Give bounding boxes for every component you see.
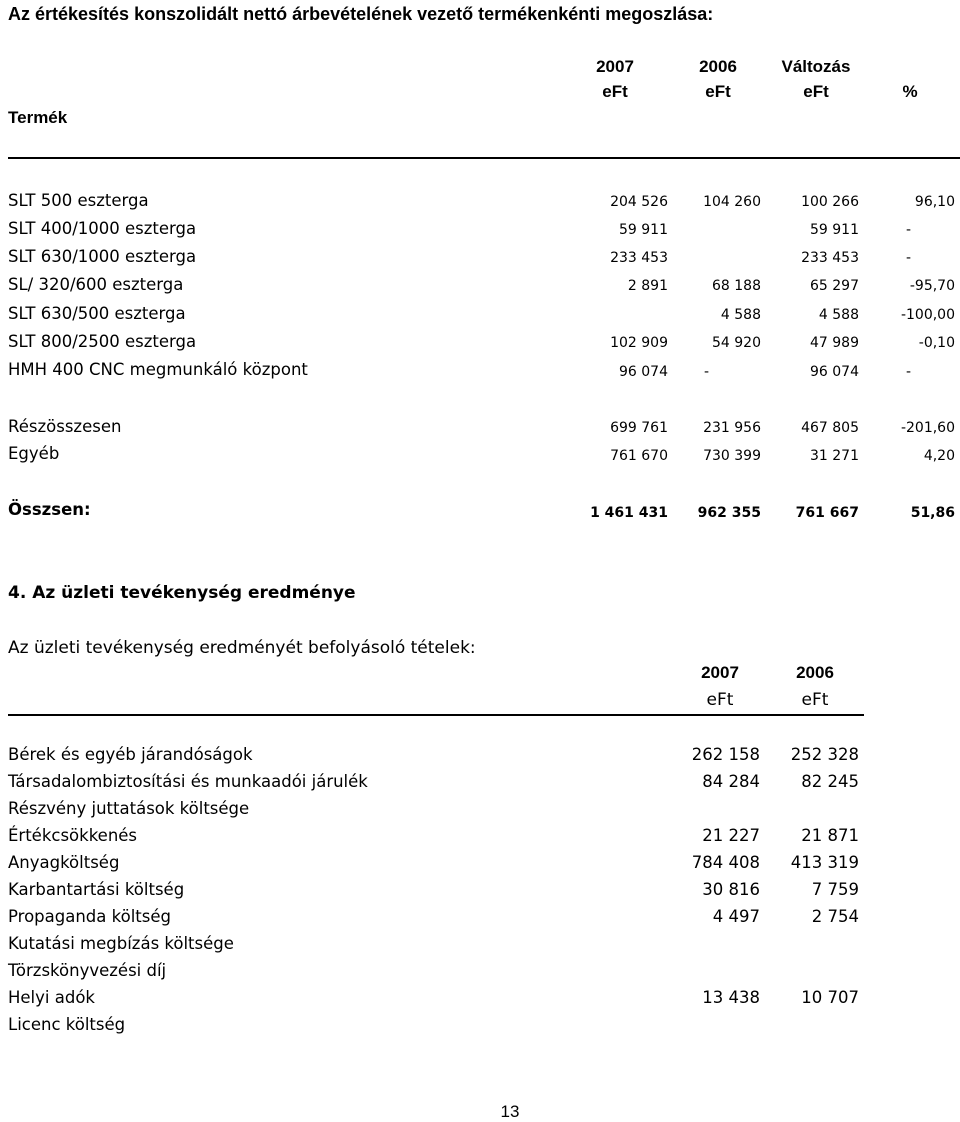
cell-2007: 21 227 [702, 826, 760, 845]
cell-2007: 4 497 [712, 907, 760, 926]
cell-2007: 13 438 [702, 988, 760, 1007]
cell-change: 100 266 [801, 194, 859, 210]
cell-2006: 104 260 [703, 194, 761, 210]
header-change: Változás [781, 57, 851, 76]
row-label: Értékcsökkenés [8, 826, 138, 845]
cell-2006: 82 245 [801, 772, 859, 791]
section4-header-rule [8, 714, 864, 716]
cell-2007: 699 761 [610, 420, 668, 436]
row-label: SLT 630/1000 eszterga [8, 247, 197, 266]
cell-2006: 231 956 [703, 420, 761, 436]
cell-2007: 84 284 [702, 772, 760, 791]
cell-percent: -100,00 [900, 307, 955, 323]
header-unit-percent: % [902, 82, 918, 101]
cell-2007: 784 408 [691, 853, 760, 872]
total-percent: 51,86 [910, 505, 955, 521]
row-label: Helyi adók [8, 988, 95, 1007]
cell-2006: 730 399 [703, 448, 761, 464]
cell-2007: 30 816 [702, 880, 760, 899]
cell-percent: 4,20 [923, 448, 955, 464]
row-label: SLT 400/1000 eszterga [8, 219, 197, 238]
header-product: Termék [8, 108, 68, 127]
row-label-other: Egyéb [8, 444, 60, 463]
cell-2007: 204 526 [610, 194, 668, 210]
row-label: Részvény juttatások költsége [8, 799, 250, 818]
cell-2007: 102 909 [610, 335, 668, 351]
cell-2006: 7 759 [811, 880, 859, 899]
header-year-2006: 2006 [699, 57, 737, 76]
cell-change: 65 297 [810, 278, 859, 294]
row-label: Propaganda költség [8, 907, 171, 926]
row-label: HMH 400 CNC megmunkáló központ [8, 360, 308, 379]
section4-unit-2007: eFt [706, 690, 734, 710]
header-unit-2007: eFt [602, 82, 628, 101]
cell-2007: 2 891 [627, 278, 668, 294]
row-label: SL/ 320/600 eszterga [8, 275, 184, 294]
cell-2006: 2 754 [811, 907, 859, 926]
total-2007: 1 461 431 [590, 505, 668, 521]
cell-change: 467 805 [801, 420, 859, 436]
section-intro: Az üzleti tevékenység eredményét befolyásoló tételek: [8, 638, 476, 658]
cell-change: 233 453 [801, 250, 859, 266]
cell-change: 59 911 [810, 222, 859, 238]
section4-header-2006: 2006 [796, 663, 834, 682]
row-label: SLT 500 eszterga [8, 191, 149, 210]
total-change: 761 667 [795, 505, 859, 521]
row-label-subtotal: Részösszesen [8, 417, 122, 436]
cell-2007: 233 453 [610, 250, 668, 266]
cell-percent: -0,10 [918, 335, 955, 351]
cell-2006: 54 920 [712, 335, 761, 351]
cell-percent: 96,10 [914, 194, 955, 210]
cell-2007: 262 158 [691, 745, 760, 764]
cell-2006: 4 588 [720, 307, 761, 323]
cell-2006: 68 188 [712, 278, 761, 294]
cell-2007: 96 074 [619, 364, 668, 380]
cell-2006: 21 871 [801, 826, 859, 845]
cell-percent: -201,60 [900, 420, 955, 436]
section-heading: 4. Az üzleti tevékenység eredménye [8, 583, 356, 603]
header-unit-change: eFt [803, 82, 829, 101]
row-label: SLT 630/500 eszterga [8, 304, 186, 323]
total-2006: 962 355 [697, 505, 761, 521]
cell-2006: 10 707 [801, 988, 859, 1007]
cell-percent: -95,70 [909, 278, 955, 294]
page-number: 13 [500, 1102, 520, 1121]
cell-change: 31 271 [810, 448, 859, 464]
section4-header-2007: 2007 [701, 663, 739, 682]
header-unit-2006: eFt [705, 82, 731, 101]
table1-header-rule [8, 157, 960, 159]
cell-change: 47 989 [810, 335, 859, 351]
cell-change: 4 588 [818, 307, 859, 323]
cell-change: 96 074 [810, 364, 859, 380]
cell-2007: 59 911 [619, 222, 668, 238]
row-label: Karbantartási költség [8, 880, 185, 899]
cell-percent: - [906, 222, 912, 238]
section4-unit-2006: eFt [801, 690, 829, 710]
cell-2006: - [704, 364, 710, 380]
row-label: Kutatási megbízás költsége [8, 934, 234, 953]
row-label: Társadalombiztosítási és munkaadói járulék [8, 772, 368, 791]
cell-2006: 252 328 [790, 745, 859, 764]
cell-2007: 761 670 [610, 448, 668, 464]
header-year-2007: 2007 [596, 57, 634, 76]
row-label: Anyagköltség [8, 853, 120, 872]
total-label: Összsen: [8, 500, 91, 519]
row-label: Licenc költség [8, 1015, 126, 1034]
row-label: Törzskönyvezési díj [8, 961, 167, 980]
cell-percent: - [906, 250, 912, 266]
row-label: Bérek és egyéb járandóságok [8, 745, 253, 764]
cell-2006: 413 319 [790, 853, 859, 872]
page-title: Az értékesítés konszolidált nettó árbevételének vezető termékenkénti megoszlása: [8, 4, 714, 24]
cell-percent: - [906, 364, 912, 380]
row-label: SLT 800/2500 eszterga [8, 332, 197, 351]
